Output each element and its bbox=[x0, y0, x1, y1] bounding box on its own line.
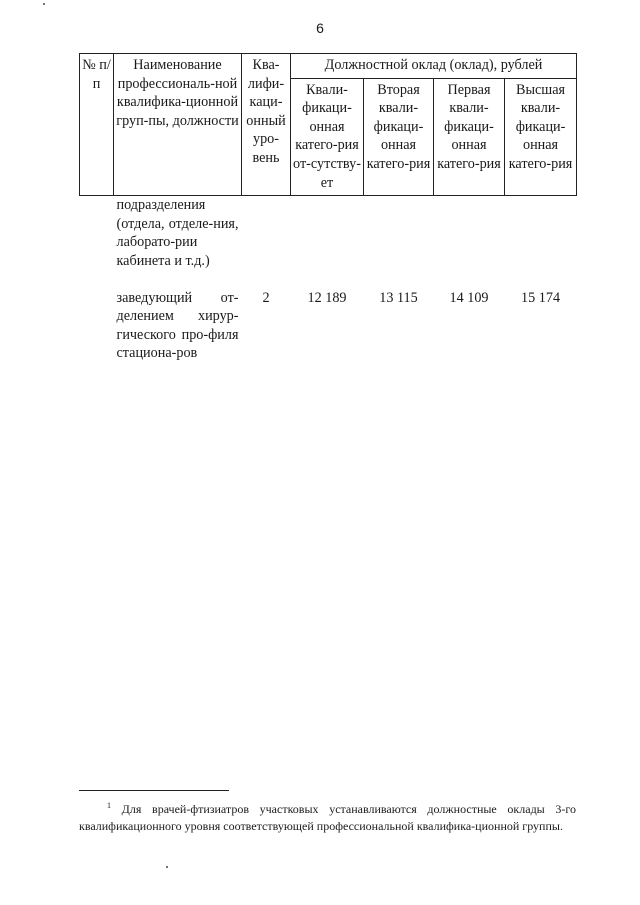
cell-num bbox=[80, 271, 114, 363]
header-category-second: Вторая квали-фикаци-онная катего-рия bbox=[364, 78, 434, 196]
table-row bbox=[80, 196, 577, 271]
header-category-first: Первая квали-фикаци-онная катего-рия bbox=[434, 78, 505, 196]
cell-category-none: 12 189 bbox=[307, 289, 347, 306]
cell-category-none bbox=[291, 196, 364, 271]
scan-speck bbox=[166, 866, 168, 868]
footnote-divider bbox=[79, 790, 229, 791]
cell-position-name: подразделения (отдела, отделе-ния, лаборато-рии кабинета и т.д.) bbox=[116, 197, 239, 269]
header-category-none: Квали-фикаци-онная катего-рия от-сутству-ет bbox=[291, 78, 364, 196]
header-name: Наименование профессиональ-ной квалифика-ционной груп-пы, должности bbox=[114, 54, 242, 196]
cell-level: 2 bbox=[262, 289, 270, 306]
table-header bbox=[80, 54, 577, 196]
footnote bbox=[79, 801, 576, 835]
cell-category-second: 13 115 bbox=[379, 289, 418, 306]
cell-category-first bbox=[434, 196, 505, 271]
cell-category-first: 14 109 bbox=[449, 289, 489, 306]
header-num: № п/п bbox=[80, 54, 114, 196]
table-body bbox=[80, 196, 577, 363]
header-category-highest: Высшая квали-фикаци-онная катего-рия bbox=[505, 78, 577, 196]
footnote-text: Для врачей-фтизиатров участковых устанавливаются должностные оклады 3-го квалификационного уровня соответствующей профессиональной квалифика-ционной группы. bbox=[79, 802, 577, 833]
cell-category-second bbox=[364, 196, 434, 271]
footnote-marker: 1 bbox=[107, 801, 111, 810]
table-row bbox=[80, 271, 577, 363]
cell-category-highest: 15 174 bbox=[521, 289, 561, 306]
page-number: 6 bbox=[316, 20, 324, 36]
scan-speck bbox=[43, 3, 45, 5]
cell-level bbox=[242, 196, 291, 271]
cell-num bbox=[80, 196, 114, 271]
salary-table bbox=[79, 53, 577, 363]
header-salary-group: Должностной оклад (оклад), рублей bbox=[291, 54, 577, 79]
cell-position-name: заведующий от-делением хирур-гического про-филя стационa-ров bbox=[116, 289, 239, 362]
header-level: Ква-лифи-каци-онный уро-вень bbox=[242, 54, 291, 196]
cell-category-highest bbox=[505, 196, 577, 271]
